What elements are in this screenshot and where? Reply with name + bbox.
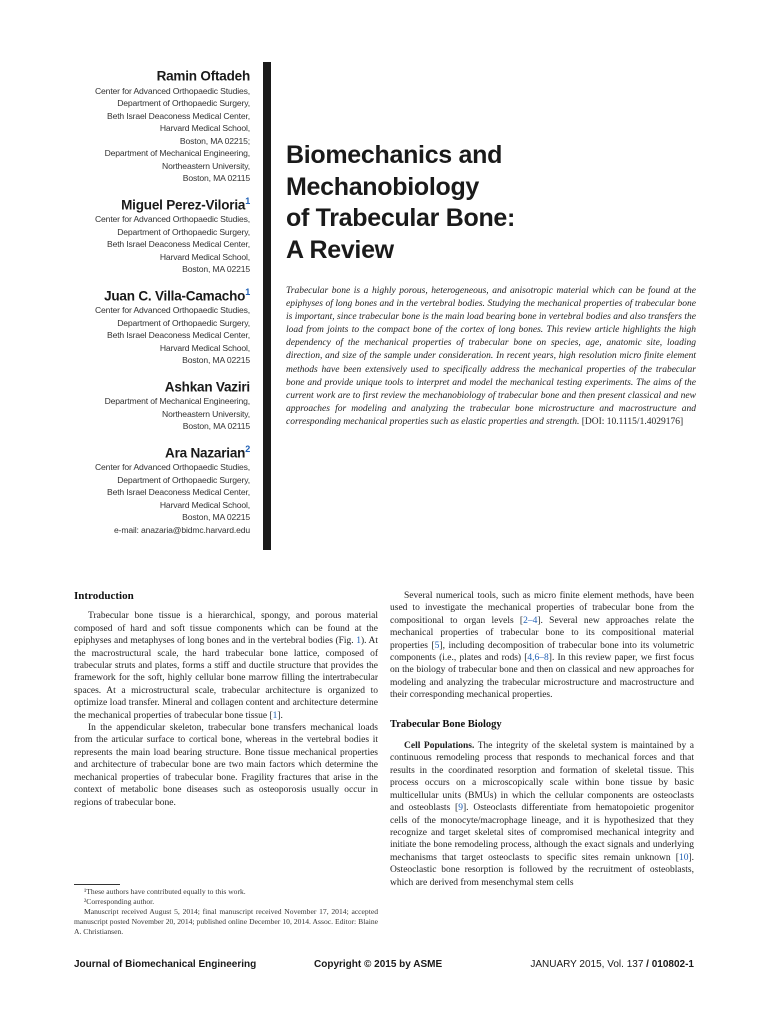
author-block [60, 441, 250, 537]
citation-link[interactable]: 9 [458, 803, 463, 814]
author-name: Ara Nazarian$^2$ [165, 443, 250, 460]
journal-name: Journal of Biomechanical Engineering [74, 959, 257, 970]
doi: [DOI: 10.1115/1.4029176] [581, 416, 684, 427]
abstract-text: Trabecular bone is a highly porous, heterogeneous, and anisotropic material which can be found at the epiphyses of long bones and in the vertebral bodies. Studying the mechanical properties of trabecular bone is important, since trabecular bone is the main load bearing bone in vertebral bodies and also transfers the load from joints to the compact bone of the cortex of long bones. This review article highlights the high dependency of the mechanical properties of trabecular bone on species, age, anatomic site, loading direction, and size of the sample under consideration. In recent years, high resolution micro finite element methods have been extensively used to specifically address the mechanical properties of the trabecular bone and provide unique tools to interpret and model the mechanical testing experiments. The aims of the current work are to first review the mechanobiology of trabecular bone and then present classical and new approaches for modeling and analyzing the trabecular bone microstructure and macrostructure and corresponding mechanical properties such as elastic properties and strength. [286, 286, 696, 427]
author-list [60, 64, 250, 544]
author-affiliation: Center for Advanced Orthopaedic Studies, Department of Orthopaedic Surgery, Beth Israel Deaconess Medical Center, Harvard Medical School, Boston, MA 02215 [95, 214, 250, 274]
footnote: ¹These authors have contributed equally to this work. [84, 887, 246, 896]
footnote-rule [74, 884, 120, 885]
title-line: Biomechanics and [286, 141, 503, 169]
paper-title [286, 140, 586, 266]
citation-link[interactable]: 5 [434, 640, 440, 651]
intro-paragraph: Trabecular bone tissue is a hierarchical, spongy, and porous material composed of hard and soft tissue components which can be found at the epiphyses and metaphyses of long bones and in the vertebral bodies (Fig. 1). At the macrostructural scale, the hard trabecular bone lattice, composed of trabecular struts and plates, forms a stiff and ductile structure that provides the framework for the soft, highly cellular bone marrow filling the intertrabecular spaces. At a microstructural scale, trabecular architecture is organized to optimize load transfer. Mineral and collagen content and architecture determine the mechanical properties of trabecular bone tissue [1]. [74, 611, 378, 721]
page-number: 010802-1 [651, 959, 694, 970]
footnotes [74, 887, 378, 937]
author-name: Juan C. Villa-Camacho$^1$ [104, 286, 250, 303]
title-divider-bar [263, 62, 271, 550]
title-line: A Review [286, 235, 394, 264]
body-paragraph: Cell Populations. The integrity of the skeletal system is maintained by a continuous remodeling process that responds to mechanical forces and that results in the coordinated resorption and formation of skeletal tissue. This process occurs on a microscopically scale within bone tissue by basic multicellular units (BMUs) in which the cellular components are osteoclasts and osteoblasts [9]. Osteoclasts differentiate from hematopoietic progenitor cells of the monocyte/macrophage lineage, and it is hypothesized that they recognize and target skeletal sites of compromised mechanical integrity and initiate the bone remodeling process, although the exact signals and underlying mechanisms that target osteoclasts to specific sites remain unknown [10]. Osteoclastic bone resorption is followed by the recruitment of osteoblasts, which are derived from mesenchymal stem cells [390, 741, 695, 888]
abstract [286, 285, 696, 429]
author-block [60, 284, 250, 367]
author-block [60, 64, 250, 185]
section-heading-biology: Trabecular Bone Biology [390, 718, 502, 730]
section-heading-introduction: Introduction [74, 590, 134, 602]
footnote: ²Corresponding author. [84, 897, 155, 906]
issue-info: JANUARY 2015, Vol. 137 / 010802-1 [530, 959, 694, 970]
author-affiliation: Center for Advanced Orthopaedic Studies, Department of Orthopaedic Surgery, Beth Israel Deaconess Medical Center, Harvard Medical School, Boston, MA 02215 [95, 305, 250, 365]
author-name: Ramin Oftadeh [156, 68, 250, 84]
citation-link[interactable]: 4,6–8 [527, 653, 549, 664]
author-block [60, 193, 250, 276]
manuscript-history: Manuscript received August 5, 2014; final manuscript received November 17, 2014; accepted manuscript posted November 20, 2014; published online December 10, 2014. Assoc. Editor: Blaine A. Christiansen. [74, 907, 378, 936]
left-column [74, 590, 378, 809]
citation-link[interactable]: 2–4 [523, 615, 538, 626]
page-footer [74, 959, 694, 973]
right-column [390, 590, 694, 889]
author-name: Ashkan Vaziri [164, 379, 250, 394]
figure-reference-link[interactable]: 1 [356, 636, 361, 647]
body-paragraph: Several numerical tools, such as micro finite element methods, have been used to investigate the mechanical properties of trabecular bone from the compositional to organ levels [2–4]. Several new approaches relate the mechanical properties of trabecular bone to its compositional material properties [5], including decomposition of trabecular bone into its volumetric components (i.e., plates and rods) [4,6–8]. In this review paper, we first focus on the biology of trabecular bone and then on classical and new approaches for modeling and analyzing the trabecular microstructure and macrostructure and their corresponding mechanical properties. [390, 591, 695, 701]
copyright: Copyright © 2015 by ASME [314, 959, 443, 970]
author-block [60, 375, 250, 433]
author-affiliation: Department of Mechanical Engineering, Northeastern University, Boston, MA 02115 [104, 396, 250, 431]
author-name: Miguel Perez-Viloria$^1$ [121, 195, 250, 212]
author-affiliation: Center for Advanced Orthopaedic Studies, Department of Orthopaedic Surgery, Beth Israel Deaconess Medical Center, Harvard Medical School, Boston, MA 02215; Department of Mechanical Engineering, Northeastern University, Boston, MA 02115 [95, 85, 250, 183]
subsection-runin-heading: Cell Populations. [404, 741, 475, 752]
title-line: Mechanobiology [286, 172, 480, 201]
citation-link[interactable]: 10 [678, 852, 689, 863]
author-affiliation: Center for Advanced Orthopaedic Studies, Department of Orthopaedic Surgery, Beth Israel Deaconess Medical Center, Harvard Medical School, Boston, MA 02215 e-mail: anazaria@bidmc.harvard.edu [95, 462, 250, 535]
citation-link[interactable]: 1 [272, 710, 278, 721]
title-line: of Trabecular Bone: [286, 204, 516, 232]
intro-paragraph: In the appendicular skeleton, trabecular bone transfers mechanical loads from the articular surface to cortical bone, whereas in the vertebral bodies it represents the main load bearing structure. Bone tissue mechanical properties and architecture of trabecular bone are two main factors which determine the mechanical properties of trabecular bone. Fragility fractures that arise in the context of metabolic bone diseases such as osteoporosis usually occur in regions of trabecular bone. [74, 723, 378, 808]
